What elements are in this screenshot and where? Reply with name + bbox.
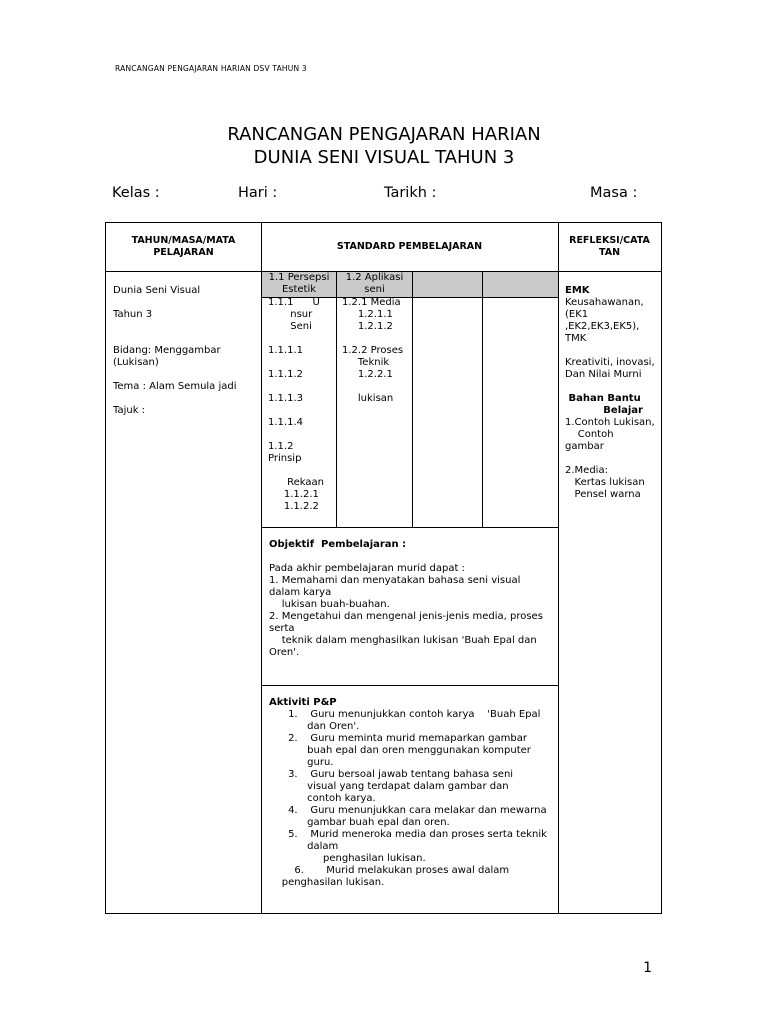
objektif-line: teknik dalam menghasilkan lukisan 'Buah Epal dan (269, 635, 537, 646)
persepsi-line: nsur (268, 309, 313, 320)
tajuk-text: Tajuk : (113, 405, 146, 416)
aktiviti-body (269, 709, 547, 889)
objektif-line: lukisan buah-buahan. (269, 599, 390, 610)
hari-label: Hari : (238, 185, 278, 201)
aplikasi-line: Teknik (342, 357, 390, 368)
persepsi-estetik-head: 1.1 Persepsi Estetik (268, 272, 330, 295)
emk-line: TMK (565, 333, 587, 344)
aktiviti-line: gambar buah epal dan oren. (269, 817, 450, 828)
aplikasi-line: 1.2.1.2 (342, 321, 393, 332)
emk-line: Keusahawanan, (565, 297, 644, 308)
col-header-standard: STANDARD PEMBELAJARAN (336, 241, 483, 252)
bahan-bantu-line: Kertas lukisan (565, 477, 645, 488)
page-number: 1 (643, 960, 652, 976)
aktiviti-line: buah epal dan oren menggunakan komputer (269, 745, 531, 756)
persepsi-line: 1.1.1.4 (268, 417, 303, 428)
objektif-line: 2. Mengetahui dan mengenal jenis-jenis media, proses (269, 611, 543, 622)
objektif-line: dalam karya (269, 587, 332, 598)
subject-text: Dunia Seni Visual (113, 285, 201, 296)
aplikasi-seni-head: 1.2 Aplikasi seni (345, 272, 404, 295)
aktiviti-line: 2. Guru meminta murid memaparkan gambar (269, 733, 527, 744)
aktiviti-line: 4. Guru menunjukkan cara melakar dan mewarna (269, 805, 547, 816)
persepsi-line: 1.1.1.3 (268, 393, 303, 404)
persepsi-line (268, 405, 324, 417)
aplikasi-line (342, 381, 403, 393)
emk-body (565, 297, 655, 381)
aplikasi-line (342, 333, 403, 345)
aplikasi-line: 1.2.1.1 (342, 309, 393, 320)
lesson-plan-table (105, 222, 662, 914)
bidang-text: Bidang: Menggambar (Lukisan) (113, 345, 221, 368)
objektif-line: 1. Memahami dan menyatakan bahasa seni visual (269, 575, 521, 586)
persepsi-line: 1.1.1.2 (268, 369, 303, 380)
emk-line: Dan Nilai Murni (565, 369, 642, 380)
persepsi-line: 1.1.2.1 (268, 489, 319, 500)
persepsi-line (268, 381, 324, 393)
objektif-line: serta (269, 623, 295, 634)
persepsi-line: 1.1.2.2 (268, 501, 319, 512)
aplikasi-line: 1.2.2.1 (342, 369, 393, 380)
aktiviti-line: 1. Guru menunjukkan contoh karya 'Buah Epal (269, 709, 541, 720)
aktiviti-line: dan Oren'. (269, 721, 360, 732)
persepsi-line (268, 429, 324, 441)
page-title-line2: DUNIA SENI VISUAL TAHUN 3 (253, 147, 515, 168)
bahan-bantu-line (565, 453, 655, 465)
col-header-tahun: TAHUN/MASA/MATA PELAJARAN (131, 235, 236, 258)
bahan-bantu-line: 2.Media: (565, 465, 608, 476)
tema-text: Tema : Alam Semula jadi (113, 381, 237, 392)
aktiviti-line: contoh karya. (269, 793, 376, 804)
persepsi-line: 1.1.2 (268, 441, 294, 452)
bahan-bantu-line: Contoh (565, 429, 614, 440)
aktiviti-line: penghasilan lukisan. (269, 853, 426, 864)
aktiviti-line: visual yang terdapat dalam gambar dan (269, 781, 509, 792)
persepsi-line: Rekaan (268, 477, 324, 488)
masa-label: Masa : (590, 185, 638, 201)
objektif-body (269, 563, 543, 659)
emk-line (565, 345, 655, 357)
aktiviti-line: penghasilan lukisan. (269, 877, 385, 888)
aktiviti-line: dalam (269, 841, 339, 852)
aplikasi-seni-body (342, 297, 403, 405)
persepsi-line: 1.1.1 U (268, 297, 320, 308)
emk-line: (EK1 (565, 309, 589, 320)
bahan-bantu-line: gambar (565, 441, 604, 452)
aktiviti-title: Aktiviti P&P (269, 697, 337, 708)
objektif-line: Oren'. (269, 647, 300, 658)
aplikasi-line: 1.2.1 Media (342, 297, 401, 308)
objektif-title: Objektif Pembelajaran : (269, 539, 407, 550)
aktiviti-line: 3. Guru bersoal jawab tentang bahasa seni (269, 769, 514, 780)
bahan-bantu-line: Pensel warna (565, 489, 641, 500)
aktiviti-line: guru. (269, 757, 334, 768)
persepsi-line (268, 465, 324, 477)
kelas-label: Kelas : (112, 185, 160, 201)
aplikasi-line: lukisan (342, 393, 394, 404)
aplikasi-line: 1.2.2 Proses (342, 345, 404, 356)
year-text: Tahun 3 (113, 309, 153, 320)
persepsi-line: Prinsip (268, 453, 302, 464)
aktiviti-line: 6. Murid melakukan proses awal dalam (269, 865, 510, 876)
persepsi-line (268, 357, 324, 369)
emk-title: EMK (565, 285, 590, 296)
emk-line: Kreativiti, inovasi, (565, 357, 655, 368)
persepsi-line: Seni (268, 321, 312, 332)
aktiviti-line: 5. Murid meneroka media dan proses serta teknik (269, 829, 547, 840)
running-header: RANCANGAN PENGAJARAN HARIAN DSV TAHUN 3 (115, 64, 307, 73)
persepsi-line (268, 333, 324, 345)
bahan-bantu-line: 1.Contoh Lukisan, (565, 417, 655, 428)
page-title-line1: RANCANGAN PENGAJARAN HARIAN (227, 124, 541, 145)
persepsi-estetik-body (268, 297, 324, 513)
objektif-line: Pada akhir pembelajaran murid dapat : (269, 563, 465, 574)
emk-line: ,EK2,EK3,EK5), (565, 321, 640, 332)
col-header-refleksi: REFLEKSI/CATA TAN (569, 235, 650, 258)
bahan-bantu-title: Bahan Bantu Belajar (568, 393, 643, 416)
tarikh-label: Tarikh : (384, 185, 437, 201)
bahan-bantu-body (565, 417, 655, 501)
persepsi-line: 1.1.1.1 (268, 345, 303, 356)
